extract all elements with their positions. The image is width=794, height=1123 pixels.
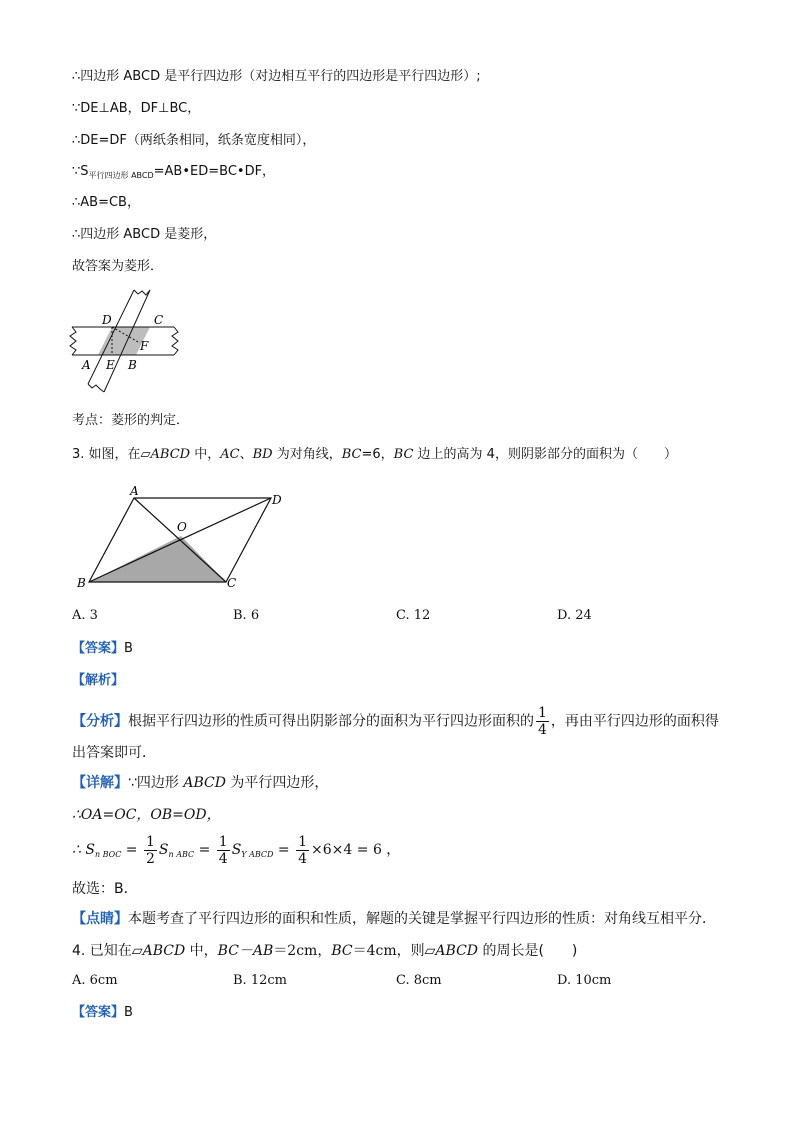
label-D: D xyxy=(102,313,112,327)
q3-option-d[interactable]: D. 24 xyxy=(557,608,592,623)
q3-stem-text: =6， xyxy=(361,447,394,462)
q3-jiexi xyxy=(72,672,124,690)
label-C: C xyxy=(227,576,237,590)
q3-stem-text: 3. 如图，在 xyxy=(72,447,141,462)
jiexi-tag: 【解析】 xyxy=(72,673,125,688)
proof-line-7: 故答案为菱形． xyxy=(72,259,164,274)
q3-dianjing xyxy=(72,910,716,928)
q3-fenxi xyxy=(72,705,719,738)
answer-value: B xyxy=(124,641,133,656)
q3-answer xyxy=(72,640,133,658)
eq-s: S xyxy=(231,842,242,858)
eq-sub-boc: n BOC xyxy=(94,850,122,859)
proof-line-1: ∴四边形 ABCD 是平行四边形（对边相互平行的四边形是平行四边形）; xyxy=(72,69,481,84)
answer-tag: 【答案】 xyxy=(72,1005,125,1020)
fraction-denominator: 2 xyxy=(146,850,155,867)
torn-edge xyxy=(172,327,178,355)
parallelogram-figure xyxy=(74,484,294,594)
q3-stem-text: 、 xyxy=(239,447,253,462)
eq-sign: = xyxy=(194,842,215,858)
proof-area-equation: =AB•ED=BC•DF， xyxy=(153,164,276,179)
q4-stem-text: ＝4cm，则 xyxy=(352,943,425,959)
q4-bc: BC xyxy=(331,943,353,959)
q3-option-a[interactable]: A. 3 xyxy=(72,608,98,623)
fraction-denominator: 4 xyxy=(218,850,228,867)
proof-line-5: ∴AB=CB， xyxy=(72,195,140,210)
fraction-denominator: 4 xyxy=(538,722,547,738)
q3-therefore-oa-oc: ∴OA=OC，OB=OD， xyxy=(72,807,221,823)
fraction-quarter xyxy=(536,705,549,738)
q4-stem-text: ＝2cm， xyxy=(273,943,332,959)
label-C: C xyxy=(154,313,164,327)
fenxi-text: 根据平行四边形的性质可得出阴影部分的面积为平行四边形面积的 xyxy=(128,713,534,730)
q3-ac: AC xyxy=(220,447,240,462)
q3-option-b[interactable]: B. 6 xyxy=(233,608,260,623)
eq-s: ∴ S xyxy=(72,842,95,858)
fraction-numerator: 1 xyxy=(538,705,547,721)
fenxi-text: ，再由平行四边形的面积得 xyxy=(550,713,719,730)
fraction-numerator: 1 xyxy=(218,833,228,850)
label-F: F xyxy=(140,339,149,353)
proof-line-4 xyxy=(72,163,275,185)
q3-stem-text: 中， xyxy=(190,447,221,462)
label-O: O xyxy=(177,520,187,534)
label-E: E xyxy=(106,358,115,372)
q3-bd: BD xyxy=(252,447,273,462)
eq-sign: = xyxy=(273,842,295,858)
q4-parallelogram: ▱ABCD xyxy=(131,943,186,959)
label-D: D xyxy=(272,493,282,507)
xiangjie-text: ∵四边形 xyxy=(128,775,184,791)
q4-option-a[interactable]: A. 6cm xyxy=(72,973,118,988)
answer-value: B xyxy=(124,1005,133,1020)
kaodian-line: 考点：菱形的判定． xyxy=(72,413,190,428)
q3-stem xyxy=(72,446,677,464)
proof-area-subscript: 平行四边形 ABCD xyxy=(88,171,154,180)
fraction-quarter xyxy=(296,834,309,867)
xiangjie-text: 为平行四边形， xyxy=(225,775,329,791)
dianjing-text: 本题考查了平行四边形的面积和性质，解题的关键是掌握平行四边形的性质：对角线互相平分． xyxy=(128,911,716,927)
q4-option-c[interactable]: C. 8cm xyxy=(396,973,442,988)
label-A: A xyxy=(130,484,139,498)
q4-answer xyxy=(72,1004,133,1022)
proof-line-2: ∵DE⊥AB，DF⊥BC， xyxy=(72,101,201,116)
q4-stem-text: 4. 已知在 xyxy=(72,943,132,959)
proof-line-6: ∴四边形 ABCD 是菱形， xyxy=(72,227,217,242)
eq-sign: = xyxy=(121,842,142,858)
q3-option-c[interactable]: C. 12 xyxy=(396,608,431,623)
torn-edge xyxy=(70,327,76,355)
q4-stem-text: 的周长是( ) xyxy=(478,943,578,959)
xiangjie-tag: 【详解】 xyxy=(72,775,128,791)
eq-s: S xyxy=(158,842,169,858)
rhombus-strips-figure xyxy=(70,288,190,398)
label-B: B xyxy=(77,576,86,590)
q4-option-d[interactable]: D. 10cm xyxy=(557,973,612,988)
q3-bc: BC xyxy=(393,447,414,462)
label-B: B xyxy=(128,358,137,372)
q3-area-equation xyxy=(72,832,400,873)
q4-bc-minus-ab: BC－AB xyxy=(217,943,274,959)
q4-stem-text: 中， xyxy=(185,943,218,959)
q4-option-b[interactable]: B. 12cm xyxy=(233,973,287,988)
fraction-numerator: 1 xyxy=(298,833,308,850)
proof-line-3: ∴DE=DF（两纸条相同，纸条宽度相同）， xyxy=(72,133,316,148)
q3-fenxi-cont: 出答案即可． xyxy=(72,745,156,761)
eq-tail: ×6×4 = 6 ， xyxy=(311,842,401,858)
q4-stem xyxy=(72,942,577,960)
q3-xiangjie xyxy=(72,774,328,792)
answer-tag: 【答案】 xyxy=(72,641,125,656)
fraction-half xyxy=(144,834,157,867)
xiangjie-abcd: ABCD xyxy=(183,775,226,791)
torn-edge xyxy=(88,384,104,392)
q3-parallelogram: ▱ABCD xyxy=(140,447,191,462)
q3-stem-text: 边上的高为 4，则阴影部分的面积为（ ） xyxy=(413,447,677,462)
fraction-denominator: 4 xyxy=(298,850,308,867)
fenxi-tag: 【分析】 xyxy=(72,713,128,730)
q3-stem-text: 为对角线， xyxy=(272,447,342,462)
q3-bc: BC xyxy=(341,447,362,462)
q3-guxuan: 故选：B． xyxy=(72,881,138,897)
eq-sub-abc: n ABC xyxy=(168,850,195,859)
label-A: A xyxy=(82,358,91,372)
q4-parallelogram: ▱ABCD xyxy=(424,943,479,959)
proof-area-symbol: ∵S xyxy=(72,164,89,179)
fraction-quarter xyxy=(217,834,230,867)
dianjing-tag: 【点睛】 xyxy=(72,911,128,927)
eq-sub-abcd: Y ABCD xyxy=(241,850,274,859)
fraction-numerator: 1 xyxy=(146,833,155,850)
